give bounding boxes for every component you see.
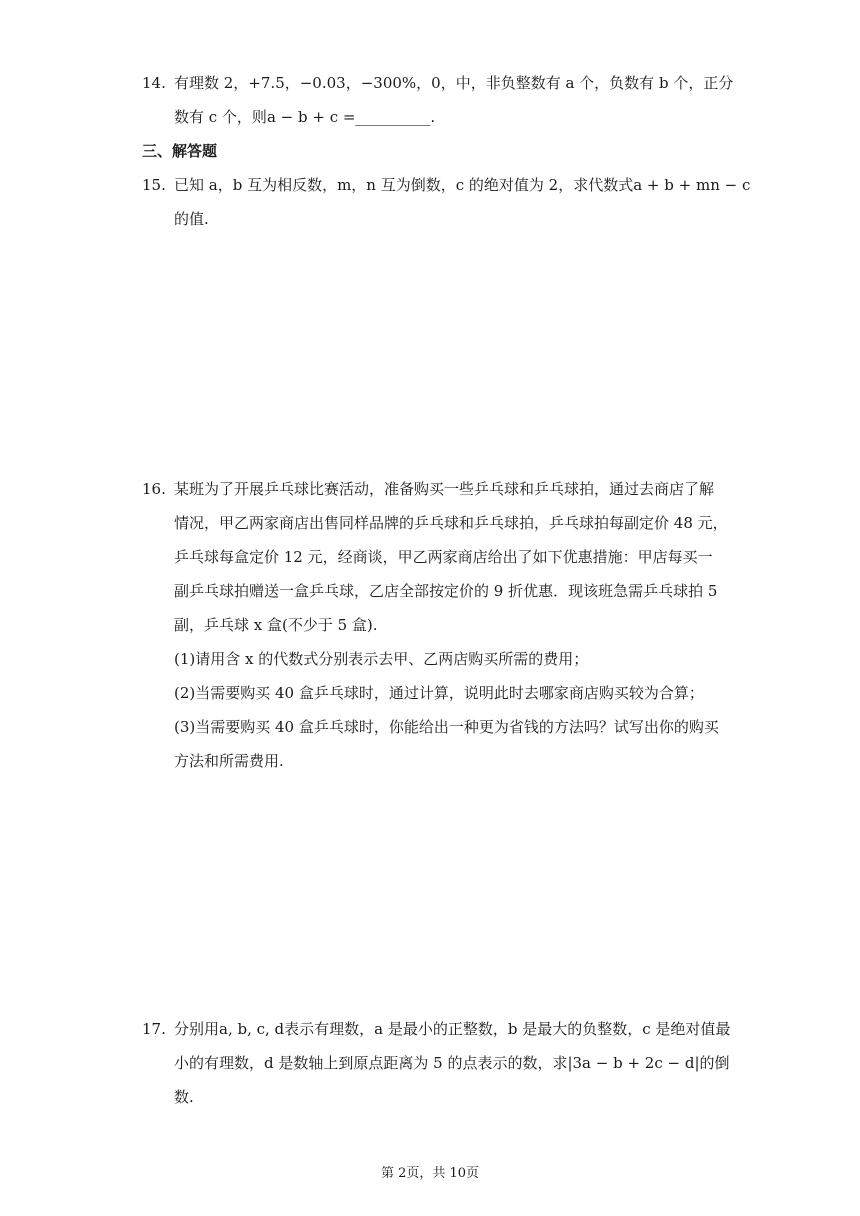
question-text: [174, 168, 751, 236]
text-line: 某班为了开展乒乓球比赛活动，准备购买一些乒乓球和乒乓球拍，通过去商店了解: [174, 480, 715, 498]
text-line: 已知 a，b 互为相反数，m，n 互为倒数，c 的绝对值为 2，求代数式a + b + mn − c: [174, 176, 751, 194]
text-line: 数有 c 个，则a − b + c =__________.: [174, 108, 436, 126]
sub-question-3-cont: 方法和所需费用.: [174, 752, 284, 770]
question-number: 17.: [142, 1020, 166, 1038]
text-line: 有理数 2，+7.5，−0.03，−300%，0，中，非负整数有 a 个，负数有 b 个，正分: [174, 74, 734, 92]
question-number: 14.: [142, 74, 166, 92]
section-title: 三、解答题: [142, 142, 218, 160]
question-text: [174, 472, 727, 778]
sub-question-2: (2)当需要购买 40 盒乒乓球时，通过计算，说明此时去哪家商店购买较为合算；: [174, 684, 704, 702]
question-number: 16.: [142, 480, 166, 498]
sub-question-1: (1)请用含 x 的代数式分别表示去甲、乙两店购买所需的费用；: [174, 650, 589, 668]
sub-question-3: (3)当需要购买 40 盒乒乓球时，你能给出一种更为省钱的方法吗？试写出你的购买: [174, 718, 719, 736]
text-line: 副，乒乓球 x 盒(不少于 5 盒).: [174, 616, 378, 634]
page-footer: 第 2页，共 10页: [380, 1166, 480, 1181]
question-number: 15.: [142, 176, 166, 194]
text-line: 分别用a, b, c, d表示有理数，a 是最小的正整数，b 是最大的负整数，c 是绝对值最: [174, 1020, 731, 1038]
text-line: 数.: [174, 1088, 194, 1106]
text-line: 情况，甲乙两家商店出售同样品牌的乒乓球和乒乓球拍，乒乓球拍每副定价 48 元，: [174, 514, 728, 532]
text-line: 副乒乓球拍赠送一盒乒乓球，乙店全部按定价的 9 折优惠．现该班急需乒乓球拍 5: [174, 582, 718, 600]
question-text: [174, 66, 734, 134]
text-line: 的值.: [174, 210, 209, 228]
text-line: 小的有理数，d 是数轴上到原点距离为 5 的点表示的数，求|3a − b + 2c − d|的倒: [174, 1054, 730, 1072]
text-line: 乒乓球每盒定价 12 元，经商谈，甲乙两家商店给出了如下优惠措施：甲店每买一: [174, 548, 713, 566]
question-text: [174, 1012, 731, 1114]
